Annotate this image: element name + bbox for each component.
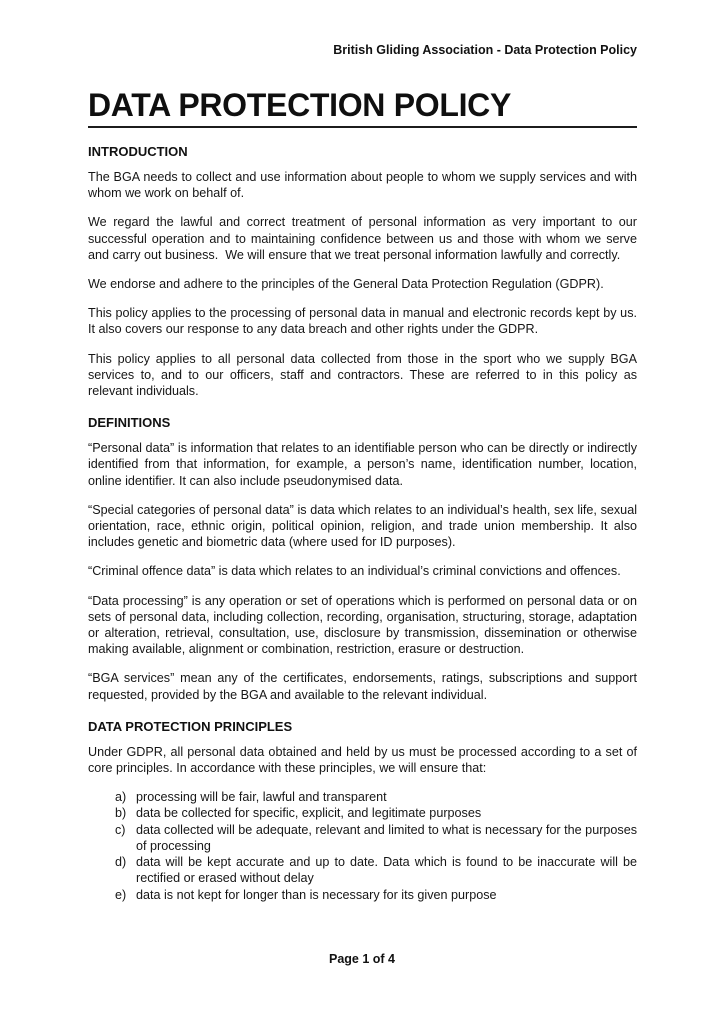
list-item <box>115 822 637 854</box>
list-item-marker: e) <box>115 887 127 902</box>
paragraph: “Data processing” is any operation or set of operations which is performed on personal data or on sets of personal data, including collection, recording, organisation, structuring, storage, adaptation or alteration, retrieval, consultation, use, disclosure by transmission, dissemination or otherwise making available, alignment or combination, restriction, erasure or destruction. <box>88 593 637 657</box>
document-header: British Gliding Association - Data Protection Policy <box>333 43 637 57</box>
list-item-marker: b) <box>115 806 127 821</box>
paragraph: “Criminal offence data” is data which relates to an individual’s criminal convictions and offences. <box>88 564 621 579</box>
section-heading: INTRODUCTION <box>88 144 188 159</box>
list-item <box>115 789 637 805</box>
list-item-marker: a) <box>115 790 127 805</box>
list-item-marker: c) <box>115 822 126 837</box>
paragraph: This policy applies to all personal data collected from those in the sport who we supply BGA services to, and to our officers, staff and contractors. These are referred to in this policy as relevant individuals. <box>88 351 637 399</box>
list-item-text: data will be kept accurate and up to date. Data which is found to be inaccurate will be rectified or erased without delay <box>136 855 637 886</box>
section-definitions <box>88 415 637 703</box>
document-content <box>0 43 724 903</box>
section-heading: DEFINITIONS <box>88 415 171 431</box>
list-item <box>115 854 637 886</box>
paragraph: We endorse and adhere to the principles of the General Data Protection Regulation (GDPR). <box>88 277 604 292</box>
list-item <box>115 887 637 903</box>
list-item-text: data collected will be adequate, relevant and limited to what is necessary for the purposes of processing <box>136 822 637 853</box>
list-item-text: processing will be fair, lawful and transparent <box>136 790 387 805</box>
paragraph: “Personal data” is information that relates to an identifiable person who can be directly or indirectly identified from that information, for example, a person’s name, identification number, location, online identifier. It can also include pseudonymised data. <box>88 441 637 488</box>
paragraph: “Special categories of personal data” is data which relates to an individual’s health, sex life, sexual orientation, race, ethnic origin, political opinion, religion, and trade union membership. It also includes genetic and biometric data (where used for ID purposes). <box>88 502 637 550</box>
page-footer: Page 1 of 4 <box>329 952 395 966</box>
list-item-marker: d) <box>115 855 127 870</box>
lettered-list <box>88 789 637 902</box>
paragraph: We regard the lawful and correct treatment of personal information as very important to our successful operation and to maintaining confidence between us and those with whom we serve and carry out business. We will ensure that we treat personal information lawfully and correctly. <box>88 215 637 262</box>
paragraph: This policy applies to the processing of personal data in manual and electronic records kept by us. It also covers our response to any data breach and other rights under the GDPR. <box>88 306 637 337</box>
paragraph: “BGA services” mean any of the certificates, endorsements, ratings, subscriptions and support requested, provided by the BGA and available to the relevant individual. <box>88 671 637 702</box>
section-introduction <box>88 144 637 399</box>
list-item-text: data be collected for specific, explicit, and legitimate purposes <box>136 806 482 821</box>
paragraph: The BGA needs to collect and use information about people to whom we supply services and with whom we work on behalf of. <box>88 170 637 201</box>
paragraph: Under GDPR, all personal data obtained and held by us must be processed according to a set of core principles. In accordance with these principles, we will ensure that: <box>88 744 637 776</box>
list-item-text: data is not kept for longer than is necessary for its given purpose <box>136 887 497 902</box>
section-heading: DATA PROTECTION PRINCIPLES <box>88 718 293 734</box>
list-item <box>115 805 637 821</box>
section-data-protection-principles <box>88 719 637 903</box>
page-title: DATA PROTECTION POLICY <box>88 88 637 128</box>
